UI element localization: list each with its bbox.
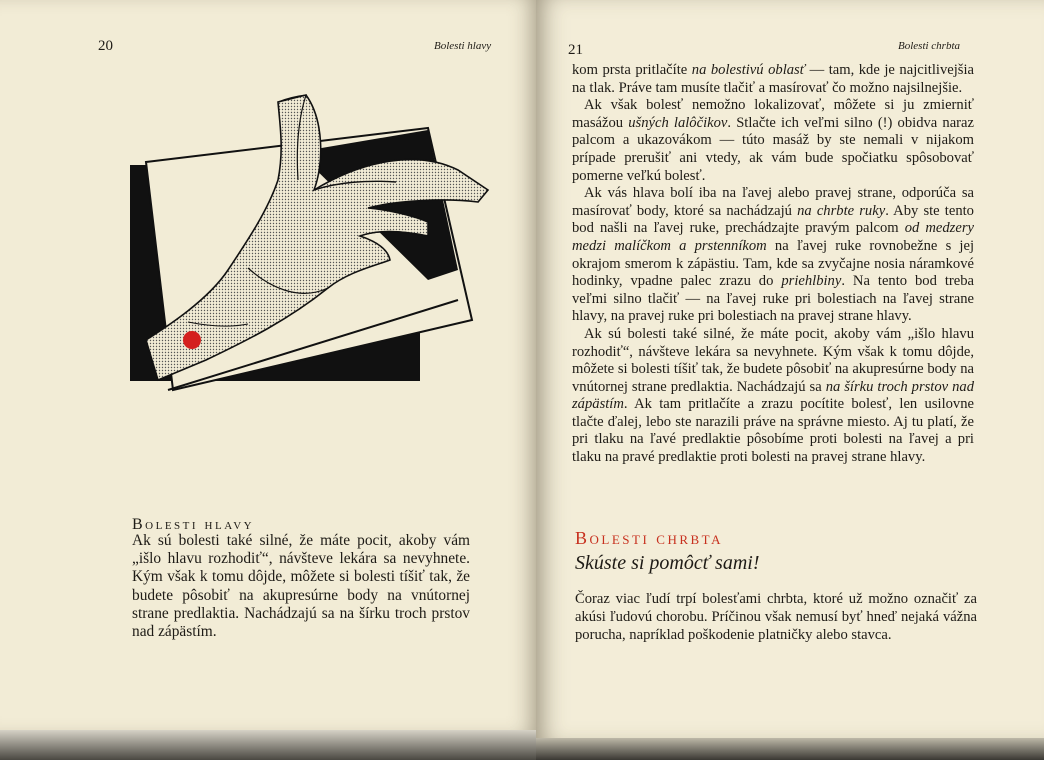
section-subtitle: Skúste si pomôcť sami! [575, 552, 760, 574]
left-section-title: Bolesti hlavy [132, 516, 255, 533]
paragraph-4: Ak sú bolesti také silné, že máte pocit, akoby vám „išlo hlavu rozhodiť“, návšteve lekára sa nevyhnete. Kým však k tomu dôjde, môžete si bolesti tíšiť tak, že budete pôsobiť na akupresúrne body na vnútornej strane predlaktia. Nachádzajú sa na šírku troch prstov nad zápästím. Ak tam pritlačíte a zrazu pocítite bolesť, len usilovne tlačte ďalej, lebo ste narazili práve na správne miesto. Aj tu platí, že pri tlaku na ľavé predlaktie pôsobíme proti bolesti na ľavej a pri tlaku na pravé predlaktie proti bolesti na pravej strane hlavy. [572, 325, 975, 466]
running-head-right: Bolesti chrbta [898, 40, 961, 52]
hand-illustration [128, 90, 494, 400]
book-edge [0, 730, 536, 760]
left-body-text: Ak sú bolesti také silné, že máte pocit, akoby vám „išlo hlavu rozhodiť“, návšteve lekára sa nevyhnete. Kým však k tomu dôjde, môžete si bolesti tíšiť tak, že budete pôsobiť na akupresúrne body na vnútornej strane predlaktia. Nachádzajú sa na šírku troch prstov nad zápästím. [132, 532, 470, 641]
running-head-left: Bolesti hlavy [434, 40, 492, 52]
pressure-point-dot [183, 331, 201, 349]
page-number-left: 20 [98, 38, 113, 54]
paragraph-3: Ak vás hlava bolí iba na ľavej alebo pravej strane, odporúča sa masírovať body, ktoré sa nachádzajú na chrbte ruky. Aby ste tento bod našli na ľavej ruke, prechádzajte pravým palcom od medzery medzi malíčkom a prstenníkom na ľavej ruke rovnobežne s jej okrajom smerom k zápästiu. Tam, kde sa zvyčajne nosia náramkové hodinky, vpadne palec zrazu do priehlbiny. Na tento bod treba veľmi silno tlačiť — na ľavej ruke pri bolestiach na ľavej strane hlavy, na pravej ruke pri bolestiach na pravej strane hlavy. [572, 185, 974, 325]
right-body-text [572, 62, 974, 467]
paragraph-2: Ak však bolesť nemožno lokalizovať, môžete si ju zmierniť masážou ušných lalôčikov. Stlačte ich veľmi silno (!) obidva naraz palcom a ukazovákom — túto masáž by ste nemali v nijakom prípade prerušiť ani vtedy, ak vám bude spočiatku spôsobovať pomerne veľkú bolesť. [572, 97, 974, 184]
paragraph-1: kom prsta pritlačíte na bolestivú oblasť — tam, kde je najcitlivejšia na tlak. Práve tam musíte tlačiť a masírovať čo možno najsilnejšie. [572, 62, 974, 96]
page-number-right: 21 [568, 42, 583, 58]
right-body-text-2: Čoraz viac ľudí trpí bolesťami chrbta, ktoré už možno označiť za akúsi ľudovú chorobu. Príčinou však nemusí byť hneď nejaká vážna porucha, napríklad poškodenie platničky alebo stavca. [575, 591, 977, 643]
book-edge-right [536, 738, 1044, 760]
right-section-title: Bolesti chrbta [575, 528, 723, 548]
right-section-heading [575, 528, 723, 549]
